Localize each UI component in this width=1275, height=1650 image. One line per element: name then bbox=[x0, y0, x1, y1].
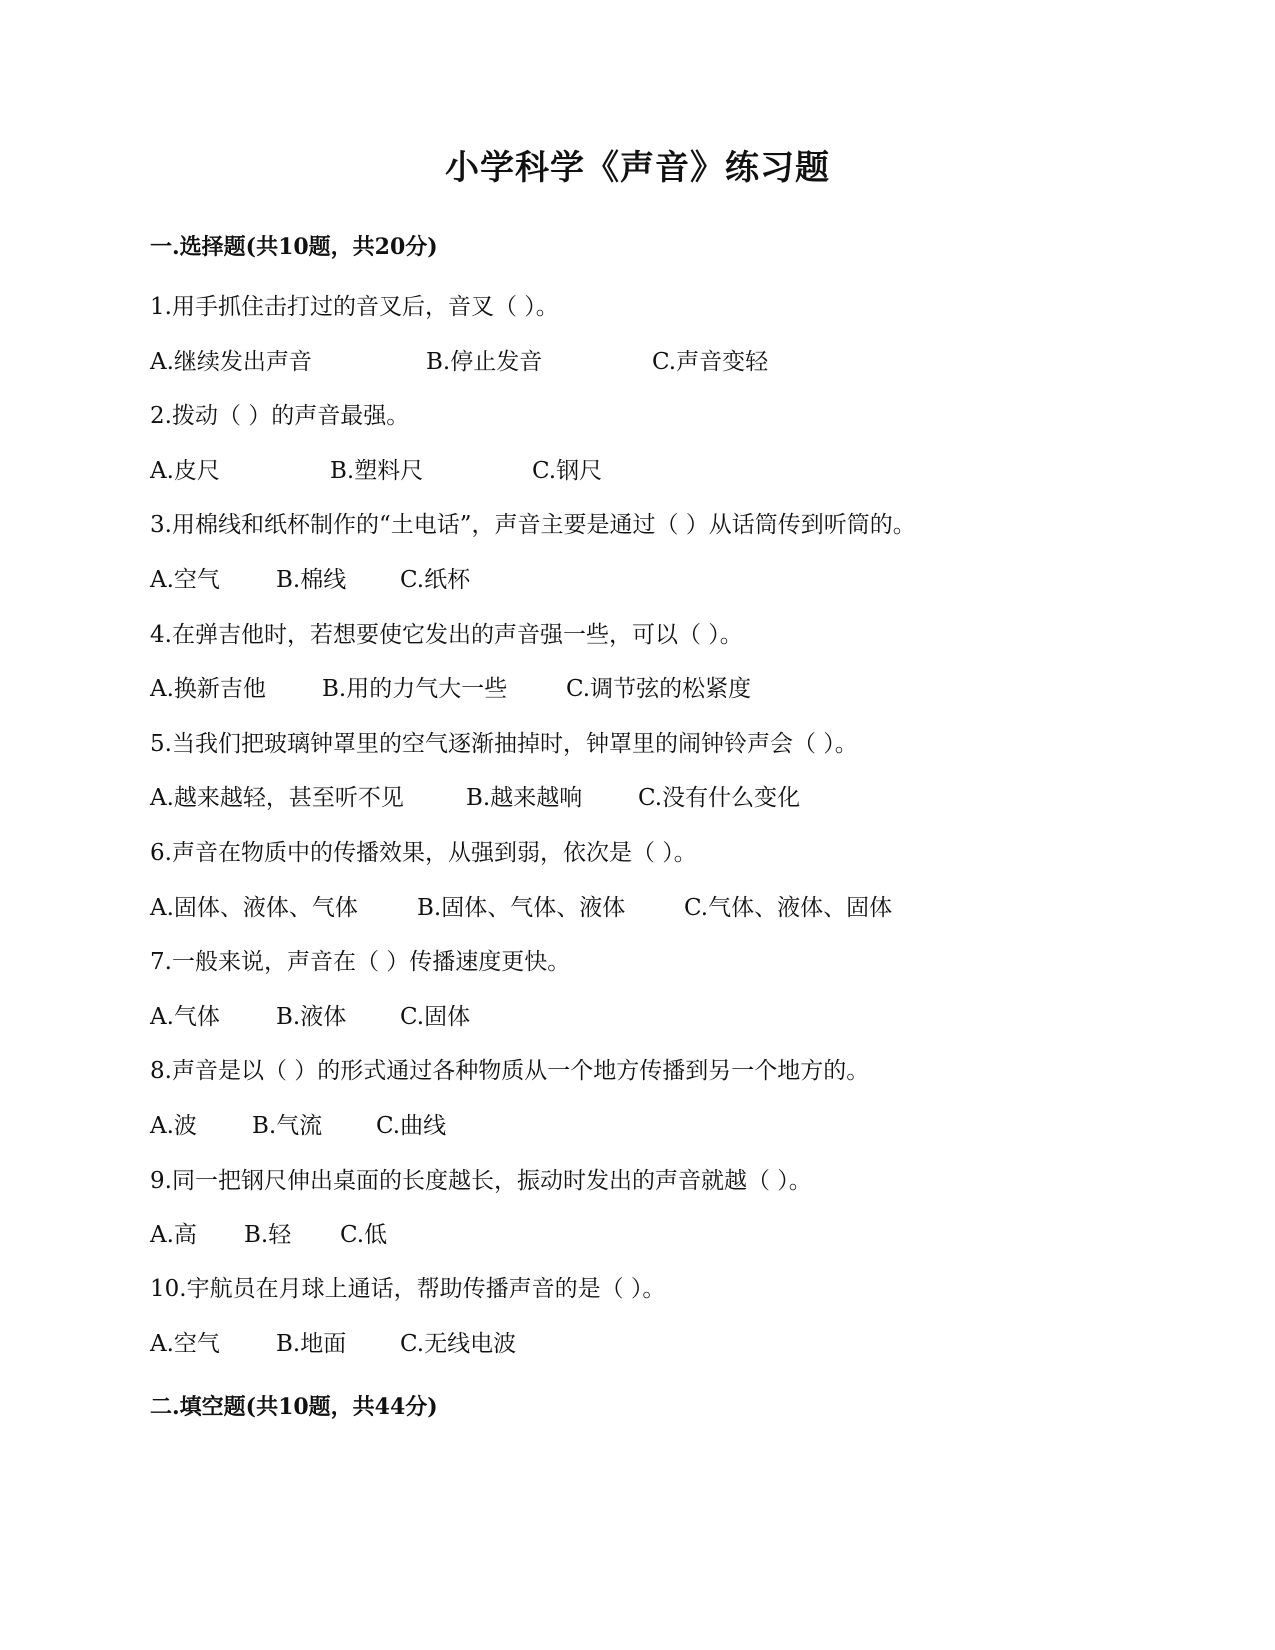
option-c: C.无线电波 bbox=[400, 1331, 517, 1357]
question-stem: 1.用手抓住击打过的音叉后，音叉（ ）。 bbox=[150, 294, 559, 320]
option-a: A.高 bbox=[150, 1222, 197, 1248]
option-a: A.越来越轻，甚至听不见 bbox=[150, 785, 404, 811]
question-stem: 10.宇航员在月球上通话，帮助传播声音的是（ ）。 bbox=[150, 1276, 666, 1302]
question-stem: 3.用棉线和纸杯制作的“土电话”，声音主要是通过（ ）从话筒传到听筒的。 bbox=[150, 512, 916, 538]
option-a: A.波 bbox=[150, 1113, 197, 1139]
section-heading-choice: 一.选择题(共10题，共20分) bbox=[150, 234, 438, 260]
option-a: A.固体、液体、气体 bbox=[150, 895, 358, 921]
option-c: C.没有什么变化 bbox=[638, 785, 801, 811]
option-a: A.继续发出声音 bbox=[150, 349, 312, 375]
option-b: B.越来越响 bbox=[466, 785, 583, 811]
question-options bbox=[150, 1111, 1150, 1141]
option-a: A.气体 bbox=[150, 1004, 220, 1030]
option-b: B.停止发音 bbox=[426, 349, 543, 375]
question-stem: 8.声音是以（ ）的形式通过各种物质从一个地方传播到另一个地方的。 bbox=[150, 1058, 870, 1084]
question-options bbox=[150, 1002, 1150, 1032]
option-b: B.塑料尺 bbox=[330, 458, 424, 484]
question-options bbox=[150, 674, 1150, 704]
option-b: B.液体 bbox=[276, 1004, 347, 1030]
option-a: A.换新吉他 bbox=[150, 676, 266, 702]
option-c: C.低 bbox=[340, 1222, 388, 1248]
option-c: C.曲线 bbox=[376, 1113, 447, 1139]
question-options bbox=[150, 1329, 1150, 1359]
question-stem: 2.拨动（ ）的声音最强。 bbox=[150, 403, 410, 429]
option-b: B.固体、气体、液体 bbox=[417, 895, 626, 921]
option-a: A.空气 bbox=[150, 1331, 220, 1357]
option-b: B.地面 bbox=[276, 1331, 347, 1357]
option-c: C.声音变轻 bbox=[652, 349, 769, 375]
question-stem: 6.声音在物质中的传播效果，从强到弱，依次是（ ）。 bbox=[150, 840, 697, 866]
section-heading-fill-in: 二.填空题(共10题，共44分) bbox=[150, 1394, 438, 1420]
question-options bbox=[150, 565, 1150, 595]
option-a: A.空气 bbox=[150, 567, 220, 593]
question-options bbox=[150, 783, 1150, 813]
option-c: C.气体、液体、固体 bbox=[684, 895, 893, 921]
question-options bbox=[150, 456, 1150, 486]
question-stem: 4.在弹吉他时，若想要使它发出的声音强一些，可以（ ）。 bbox=[150, 622, 743, 648]
option-b: B.气流 bbox=[252, 1113, 323, 1139]
option-c: C.钢尺 bbox=[532, 458, 603, 484]
page-title: 小学科学《声音》练习题 bbox=[445, 148, 830, 188]
option-c: C.纸杯 bbox=[400, 567, 471, 593]
option-c: C.固体 bbox=[400, 1004, 471, 1030]
question-options bbox=[150, 893, 1150, 923]
option-b: B.轻 bbox=[244, 1222, 292, 1248]
option-b: B.棉线 bbox=[276, 567, 347, 593]
question-stem: 5.当我们把玻璃钟罩里的空气逐渐抽掉时，钟罩里的闹钟铃声会（ ）。 bbox=[150, 731, 858, 757]
question-options bbox=[150, 1220, 1150, 1250]
option-b: B.用的力气大一些 bbox=[322, 676, 508, 702]
question-options bbox=[150, 347, 1150, 377]
question-stem: 7.一般来说，声音在（ ）传播速度更快。 bbox=[150, 949, 571, 975]
option-c: C.调节弦的松紧度 bbox=[566, 676, 752, 702]
question-stem: 9.同一把钢尺伸出桌面的长度越长，振动时发出的声音就越（ ）。 bbox=[150, 1168, 812, 1194]
option-a: A.皮尺 bbox=[150, 458, 220, 484]
